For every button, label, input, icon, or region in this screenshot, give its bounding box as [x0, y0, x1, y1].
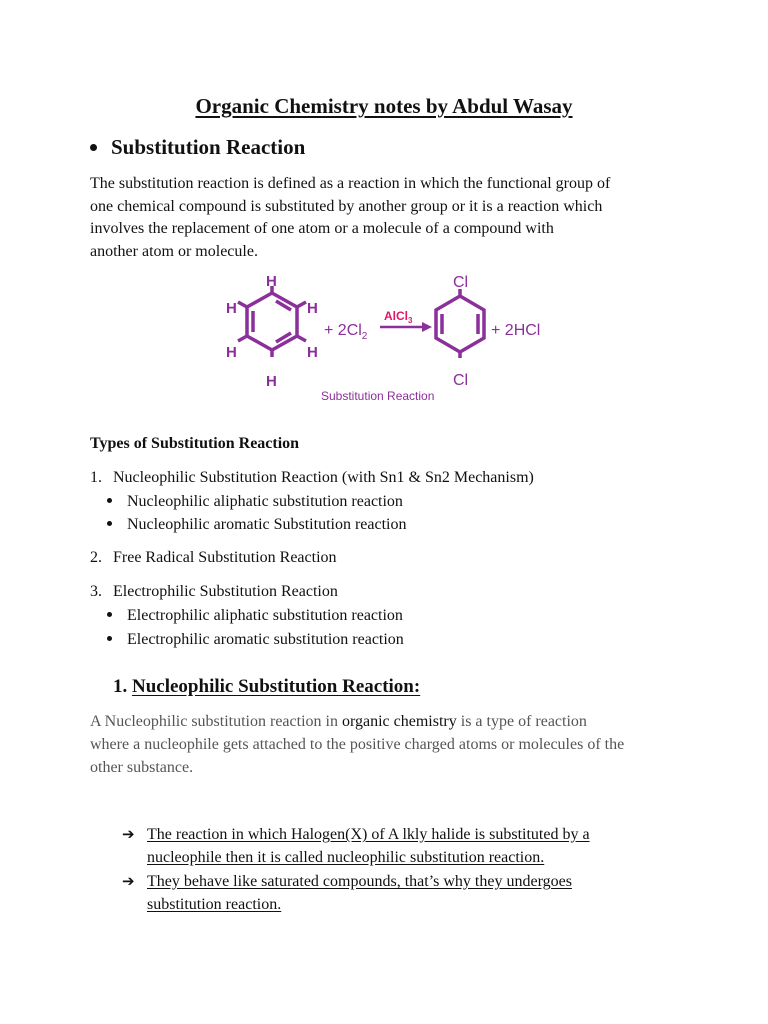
- organic-chemistry-link[interactable]: organic chemistry: [341, 713, 457, 730]
- heading-number: 1.: [113, 676, 128, 697]
- list-number: 1.: [90, 469, 102, 486]
- nucleophilic-heading: [113, 676, 420, 698]
- section-heading: [90, 135, 305, 160]
- catalyst-label: AlCl$_3$: [384, 309, 413, 325]
- hydrogen-label: H: [307, 300, 318, 317]
- bullet-icon: [107, 521, 112, 526]
- point-text: The reaction in which Halogen(X) of A lkly halide is substituted by a: [147, 826, 590, 843]
- diagram-caption: Substitution Reaction: [321, 389, 435, 403]
- list-item-label: Nucleophilic Substitution Reaction (with Sn1 & Sn2 Mechanism): [113, 469, 534, 486]
- list-number: 2.: [90, 549, 102, 566]
- hydrogen-label: H: [266, 273, 277, 290]
- sub-list-item: [107, 607, 403, 625]
- sub-list-item: [107, 631, 404, 649]
- list-item: [90, 583, 338, 601]
- list-item-label: Electrophilic Substitution Reaction: [113, 583, 338, 600]
- paragraph-line: A Nucleophilic substitution reaction in organic chemistry is a type of reaction: [90, 713, 587, 730]
- hydrogen-label: H: [226, 344, 237, 361]
- bullet-icon: [90, 144, 97, 151]
- reagent-label: + $2Cl_2$: [324, 322, 368, 342]
- bullet-icon: [107, 636, 112, 641]
- hydrogen-label: H: [307, 344, 318, 361]
- list-item: [90, 549, 337, 567]
- intro-line: another atom or molecule.: [90, 242, 258, 260]
- point-text: nucleophile then it is called nucleophilic substitution reaction.: [147, 849, 545, 866]
- bullet-icon: [107, 498, 112, 503]
- sub-list-item-label: Electrophilic aromatic substitution reaction: [127, 631, 404, 648]
- sub-list-item: [107, 516, 406, 534]
- point-text: substitution reaction.: [147, 896, 282, 913]
- section-heading-text: Substitution Reaction: [111, 135, 306, 159]
- benzene-ring-reactant: [238, 286, 306, 357]
- intro-line: involves the replacement of one atom or a molecule of a compound with: [90, 220, 554, 237]
- sub-list-item: [107, 493, 403, 511]
- paragraph-line: where a nucleophile gets attached to the positive charged atoms or molecules of the: [90, 736, 625, 753]
- chlorine-label: Cl: [453, 372, 469, 389]
- intro-paragraph: [90, 173, 680, 263]
- intro-line: The substitution reaction is defined as a reaction in which the functional group of: [90, 175, 611, 192]
- types-heading: Types of Substitution Reaction: [90, 435, 300, 452]
- sub-list-item-label: Electrophilic aliphatic substitution reaction: [127, 607, 403, 624]
- list-item: [90, 469, 534, 487]
- product-label: + 2HCl: [491, 322, 541, 339]
- reaction-arrow-icon: [422, 322, 432, 332]
- point-text: They behave like saturated compounds, that’s why they undergoes: [147, 873, 572, 890]
- right-arrow-icon: ➔: [122, 825, 135, 843]
- sub-list-item-label: Nucleophilic aliphatic substitution reaction: [127, 493, 403, 510]
- intro-line: one chemical compound is substituted by another group or it is a reaction which: [90, 197, 603, 215]
- paragraph-line: other substance.: [90, 759, 194, 776]
- benzene-ring-product: [436, 289, 484, 358]
- arrow-point: [122, 870, 572, 916]
- heading-text: Nucleophilic Substitution Reaction:: [132, 676, 421, 697]
- list-item-label: Free Radical Substitution Reaction: [113, 549, 337, 566]
- page-title: Organic Chemistry notes by Abdul Wasay: [195, 94, 573, 118]
- chlorine-label: Cl: [453, 274, 469, 291]
- arrow-point: [122, 823, 590, 869]
- substitution-reaction-diagram: [200, 270, 560, 410]
- nucleophilic-paragraph: [90, 710, 690, 779]
- sub-list-item-label: Nucleophilic aromatic Substitution reaction: [127, 516, 407, 533]
- bullet-icon: [107, 612, 112, 617]
- list-number: 3.: [90, 583, 102, 600]
- hydrogen-label: H: [226, 300, 237, 317]
- right-arrow-icon: ➔: [122, 872, 135, 890]
- hydrogen-label: H: [266, 373, 277, 390]
